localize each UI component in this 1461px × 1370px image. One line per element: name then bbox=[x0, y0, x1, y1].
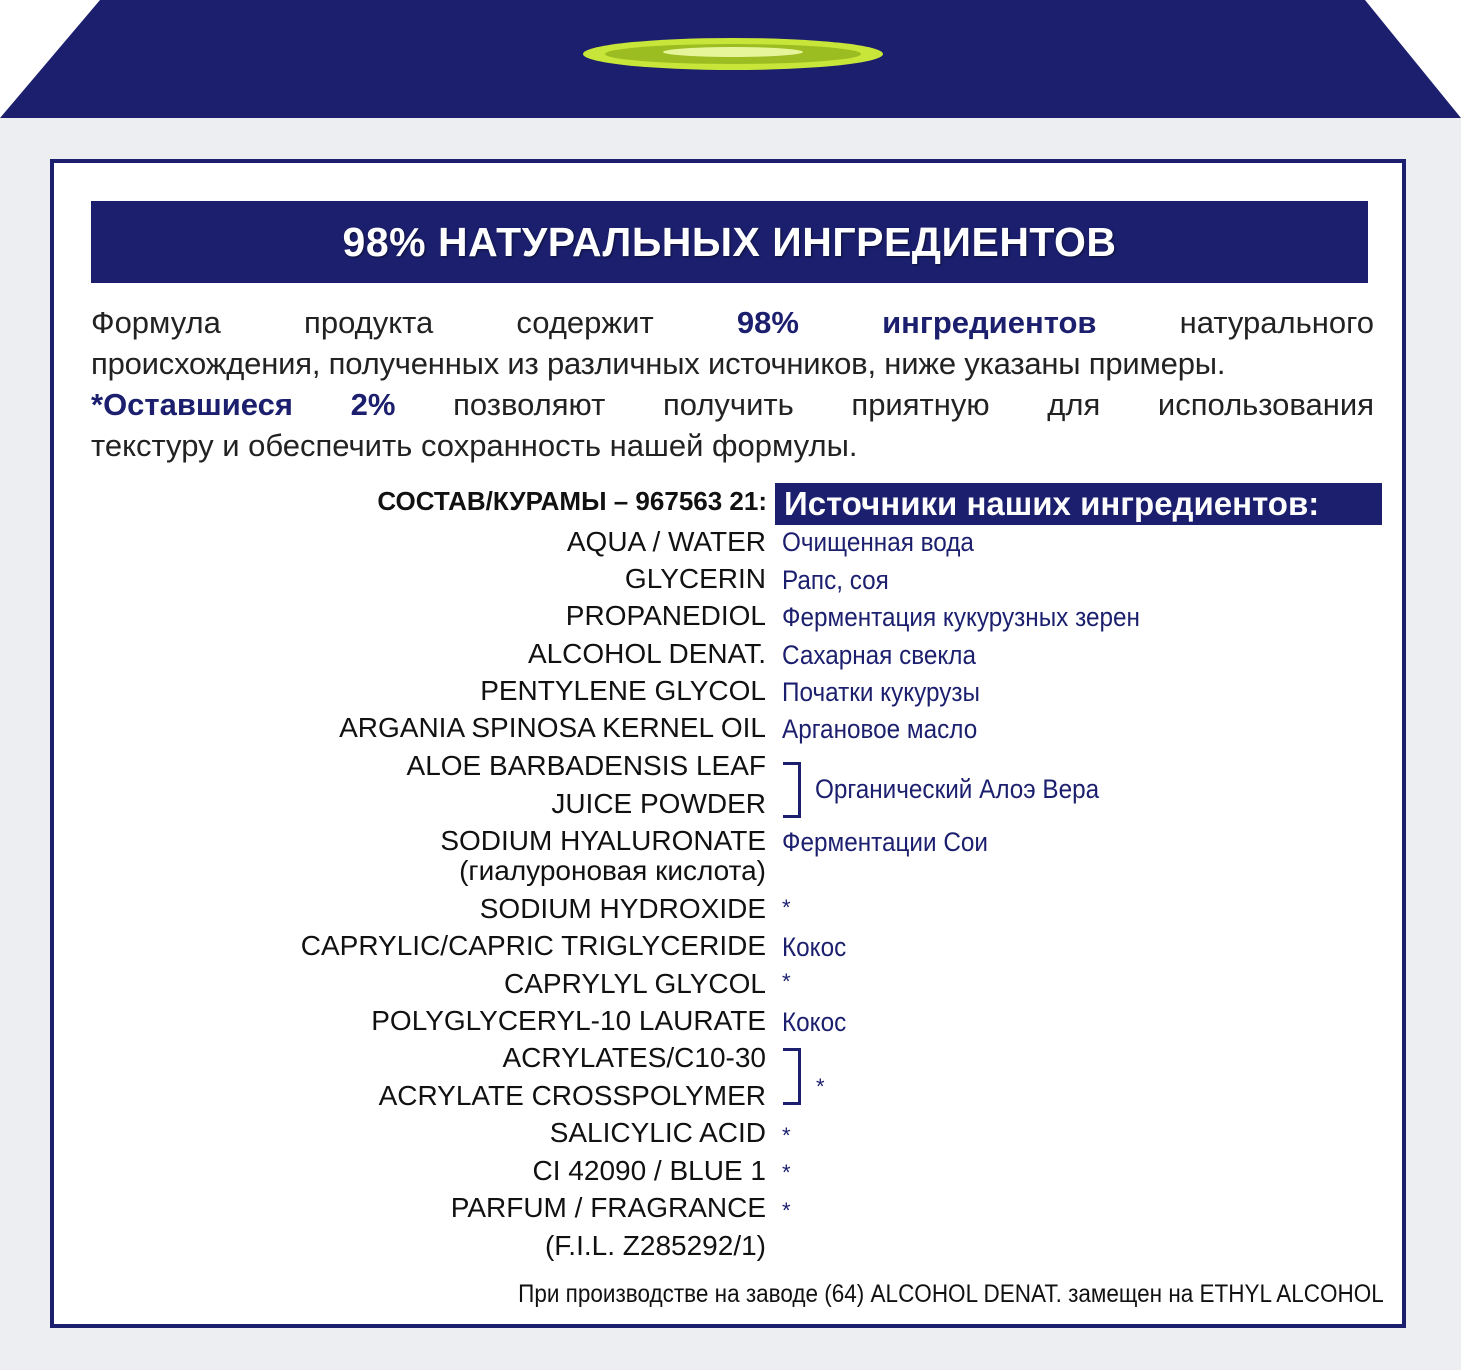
ingredient-source: Рапс, соя bbox=[782, 565, 889, 595]
inci-name: CAPRYLYL GLYCOL bbox=[504, 968, 766, 999]
inci-name: SODIUM HYALURONATE bbox=[440, 825, 766, 856]
inci-name: CAPRYLIC/CAPRIC TRIGLYCERIDE bbox=[300, 930, 766, 961]
intro-text: позволяют получить приятную для использования bbox=[395, 387, 1374, 422]
inci-name: ARGANIA SPINOSA KERNEL OIL bbox=[339, 712, 766, 743]
inci-name: SALICYLIC ACID bbox=[549, 1117, 766, 1148]
ingredient-source: Кокос bbox=[782, 1007, 847, 1037]
inci-name: ALOE BARBADENSIS LEAF bbox=[406, 750, 766, 781]
intro-line-3 bbox=[91, 384, 1374, 425]
group-bracket bbox=[783, 762, 801, 818]
intro-text: натурального bbox=[1096, 305, 1374, 340]
ingredient-source: Очищенная вода bbox=[782, 527, 974, 557]
ingredient-source: Ферментации Сои bbox=[782, 827, 988, 857]
ingredient-source: Аргановое масло bbox=[782, 714, 978, 744]
intro-highlight: *Оставшиеся 2% bbox=[91, 387, 396, 422]
intro-line-2: происхождения, полученных из различных источников, ниже указаны примеры. bbox=[91, 346, 1226, 381]
inci-name-continued: ACRYLATE CROSSPOLYMER bbox=[378, 1080, 766, 1111]
ingredient-source-asterisk: * bbox=[782, 969, 791, 994]
ingredient-source-asterisk: * bbox=[816, 1074, 825, 1099]
inci-name: GLYCERIN bbox=[624, 563, 766, 594]
inci-name: ALCOHOL DENAT. bbox=[527, 638, 766, 669]
ingredient-source: Кокос bbox=[782, 932, 847, 962]
inci-name: SODIUM HYDROXIDE bbox=[479, 893, 766, 924]
intro-text: Формула продукта содержит bbox=[91, 305, 737, 340]
intro-highlight: 98% ингредиентов bbox=[736, 305, 1097, 340]
page-title: 98% НАТУРАЛЬНЫХ ИНГРЕДИЕНТОВ bbox=[91, 201, 1368, 283]
ingredient-source: Початки кукурузы bbox=[782, 677, 981, 707]
ingredient-source: Органический Алоэ Вера bbox=[815, 774, 1100, 804]
ingredient-source-asterisk: * bbox=[782, 1160, 791, 1185]
box-lid bbox=[0, 0, 1461, 118]
group-bracket bbox=[783, 1048, 801, 1105]
inci-name: PARFUM / FRAGRANCE bbox=[450, 1192, 766, 1223]
inci-name: PROPANEDIOL bbox=[565, 600, 766, 631]
green-cap-icon bbox=[583, 38, 883, 70]
ingredient-source-asterisk: * bbox=[782, 1198, 791, 1223]
inci-name-continued: (гиалуроновая кислота) bbox=[459, 855, 766, 886]
inci-name: CI 42090 / BLUE 1 bbox=[532, 1155, 766, 1186]
ingredient-source: Сахарная свекла bbox=[782, 640, 976, 670]
inci-name: AQUA / WATER bbox=[566, 526, 766, 557]
sources-heading: Источники наших ингредиентов: bbox=[775, 483, 1382, 525]
intro-paragraph bbox=[91, 302, 1374, 466]
composition-heading: СОСТАВ/КУРАМЫ – 967563 21: bbox=[377, 486, 767, 516]
ingredient-source-asterisk: * bbox=[782, 895, 791, 920]
footnote: При производстве на заводе (64) ALCOHOL DENAT. замещен на ETHYL ALCOHOL bbox=[518, 1280, 1384, 1308]
intro-line-1 bbox=[91, 302, 1374, 343]
ingredient-source: Ферментация кукурузных зерен bbox=[782, 602, 1140, 632]
intro-line-4: текстуру и обеспечить сохранность нашей формулы. bbox=[91, 428, 858, 463]
inci-name: ACRYLATES/C10-30 bbox=[502, 1042, 766, 1073]
ingredient-source-asterisk: * bbox=[782, 1123, 791, 1148]
inci-name-continued: JUICE POWDER bbox=[551, 788, 766, 819]
fil-code: (F.I.L. Z285292/1) bbox=[544, 1230, 766, 1261]
inci-name: PENTYLENE GLYCOL bbox=[480, 675, 766, 706]
inci-name: POLYGLYCERYL-10 LAURATE bbox=[371, 1005, 766, 1036]
